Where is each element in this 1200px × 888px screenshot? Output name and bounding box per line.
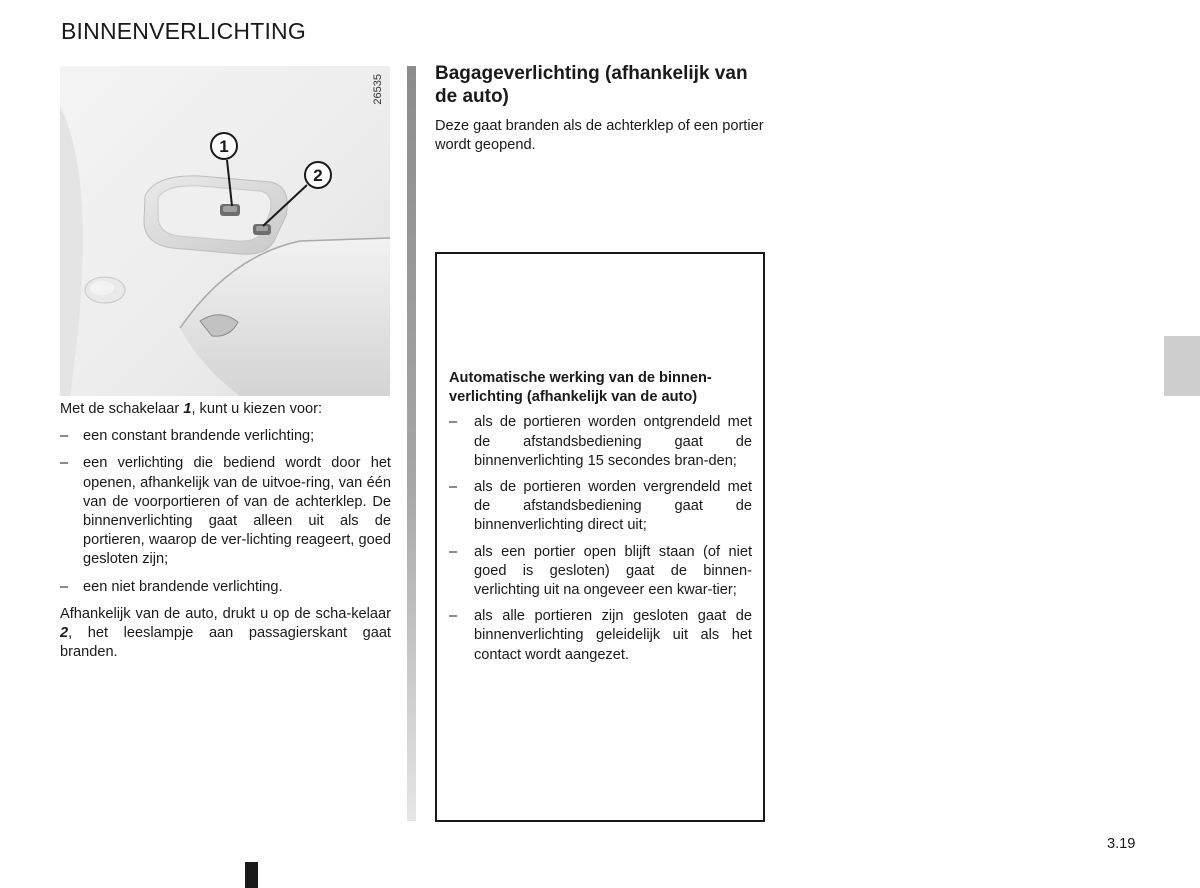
dash-bullet: –: [60, 428, 69, 445]
dash-bullet: –: [449, 543, 458, 560]
left-column-text: [60, 400, 391, 670]
list-item: [60, 454, 391, 569]
list-item: [449, 607, 752, 665]
interior-light-illustration: [60, 66, 390, 396]
callout-2-label: 2: [313, 166, 323, 185]
switch-options-list: [60, 427, 391, 597]
list-item-text: een verlichting die bediend wordt door het openen, afhankelijk van de uitvoe-ring, van één van de voorportieren of van de achterklep. De binnenverlichting gaat alleen uit als de portieren, waarop de ver-lichting reageert, goed gesloten zijn;: [83, 455, 391, 568]
dash-bullet: –: [449, 608, 458, 625]
list-item-text: als de portieren worden ontgrendeld met de afstandsbediening gaat de binnenverlichting 15 secondes bran-den;: [474, 414, 752, 469]
list-item: [449, 413, 752, 471]
chapter-tab-marker: [1164, 336, 1200, 396]
dash-bullet: –: [60, 455, 69, 472]
callout-1: [211, 133, 237, 159]
callout-1-label: 1: [219, 137, 229, 156]
page-title: BINNENVERLICHTING: [61, 18, 306, 44]
outro-paragraph: [60, 605, 391, 663]
list-item-text: een constant brandende verlichting;: [83, 428, 315, 445]
info-box-title: Automatische werking van de binnen-verlichting (afhankelijk van de auto): [449, 370, 712, 406]
list-item-text: als een portier open blijft staan (of niet goed is gesloten) gaat de binnen-verlichting uit na ongeveer een kwar-tier;: [474, 543, 752, 599]
list-item: [60, 427, 391, 446]
outro-text-end: , het leeslampje aan passagierskant gaat branden.: [60, 625, 391, 661]
interior-light-drawing: [60, 66, 390, 396]
intro-text-end: , kunt u kiezen voor:: [191, 401, 323, 417]
info-box-content: [449, 369, 752, 673]
list-item-text: als de portieren worden vergrendeld met de afstandsbediening gaat de binnenverlichting direct uit;: [474, 479, 752, 534]
info-box-list: [449, 413, 752, 664]
page-number: 3.19: [1107, 836, 1136, 852]
switch-2-reference: 2: [60, 625, 69, 642]
section-heading: Bagageverlichting (afhankelijk van de auto): [435, 63, 748, 107]
figure-code: 26535: [372, 74, 384, 105]
callout-2: [305, 162, 331, 188]
list-item-text: een niet brandende verlichting.: [83, 578, 283, 595]
intro-paragraph: [60, 400, 391, 419]
list-item: [60, 578, 391, 597]
print-mark: [245, 862, 258, 888]
dash-bullet: –: [60, 578, 69, 595]
info-box: [435, 252, 765, 822]
dash-bullet: –: [449, 479, 458, 496]
outro-text-start: Afhankelijk van de auto, drukt u op de scha-kelaar: [60, 605, 391, 622]
dash-bullet: –: [449, 414, 458, 431]
intro-text-start: Met de schakelaar: [60, 401, 184, 417]
list-item-text: als alle portieren zijn gesloten gaat de binnenverlichting geleidelijk uit als het contact wordt aangezet.: [474, 608, 752, 663]
section-body: Deze gaat branden als de achterklep of een portier wordt geopend.: [435, 118, 764, 154]
column-divider-bar: [407, 66, 416, 821]
list-item: [449, 478, 752, 536]
switch-1-reference: 1: [183, 401, 192, 417]
list-item: [449, 543, 752, 601]
